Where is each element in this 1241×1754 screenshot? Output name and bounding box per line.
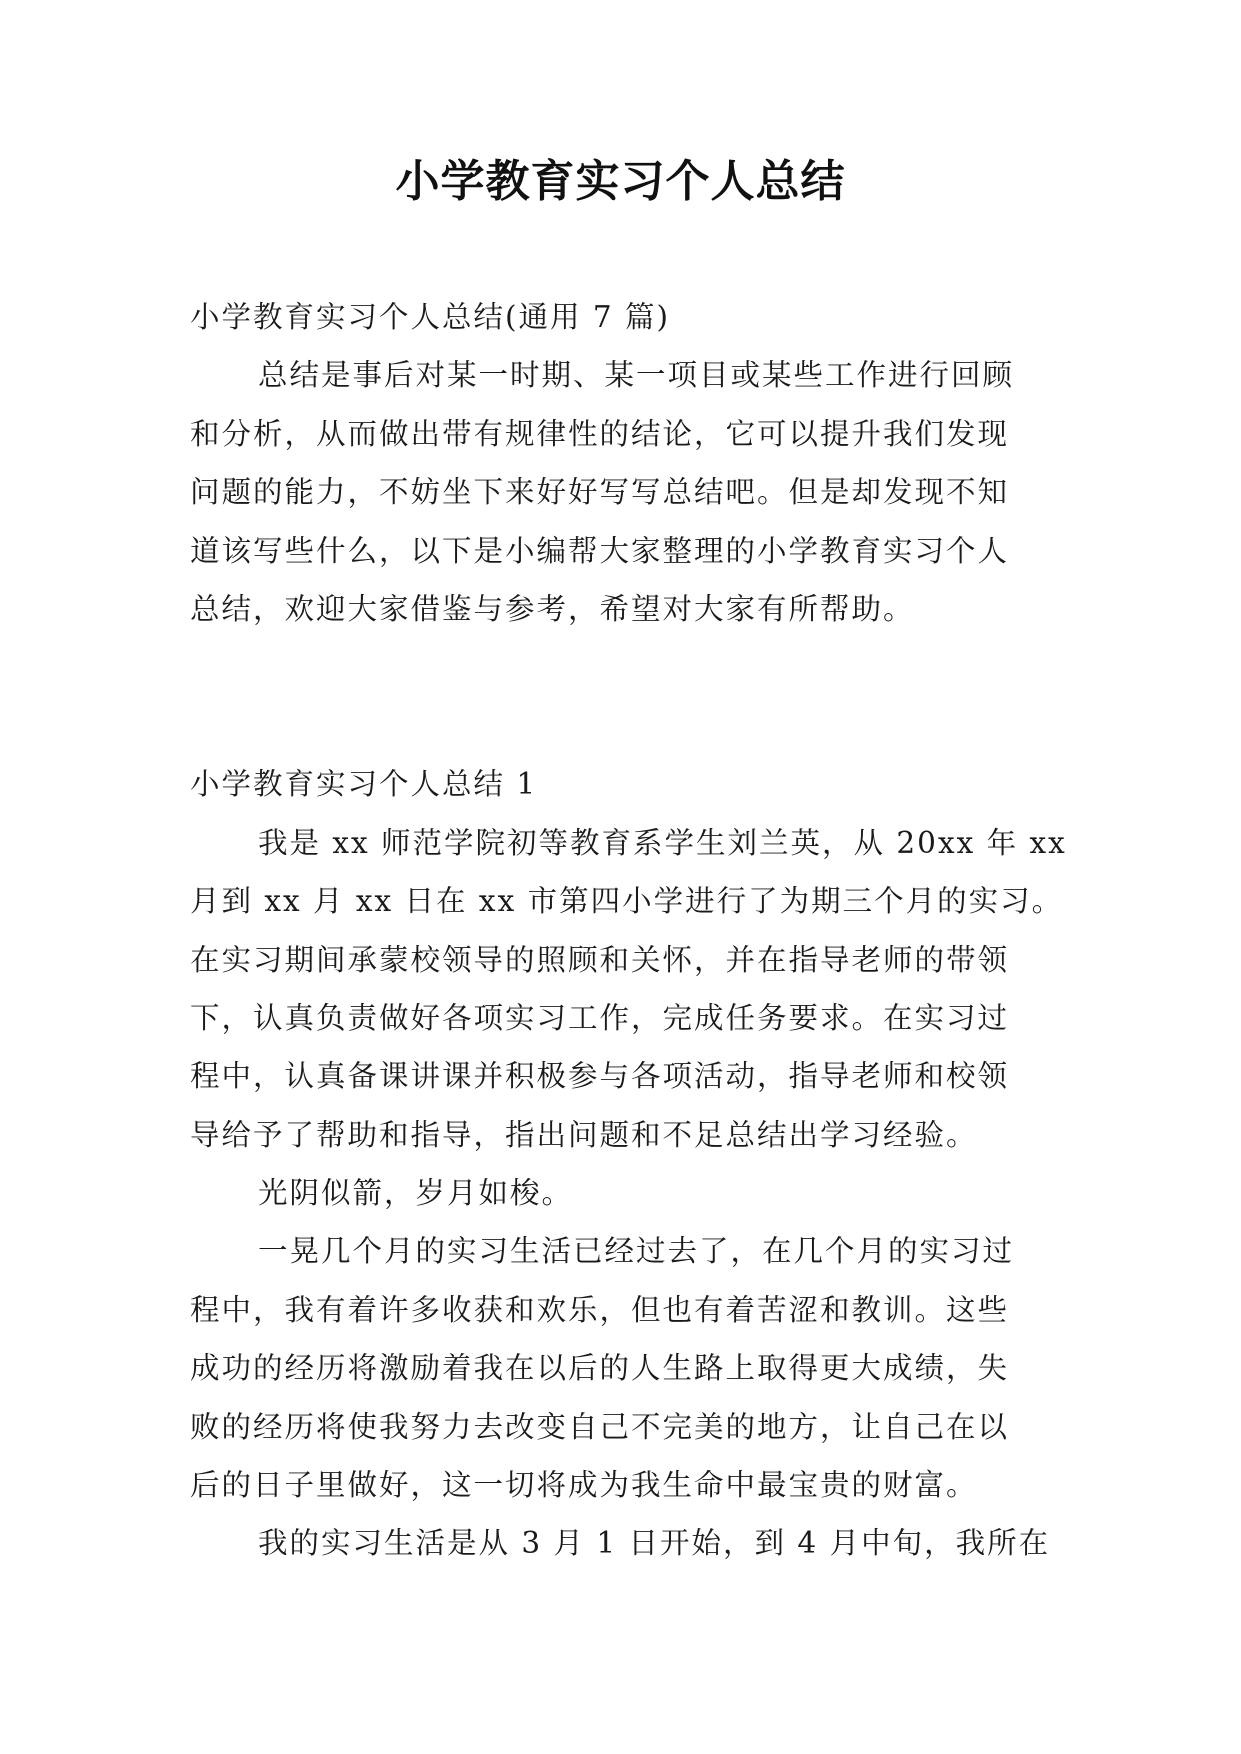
paragraph-2 — [190, 1164, 1060, 1222]
document-subtitle: 小学教育实习个人总结(通用 7 篇) — [190, 300, 671, 334]
paragraph-line: 在实习期间承蒙校领导的照顾和关怀，并在指导老师的带领 — [190, 942, 1010, 977]
paragraph-4 — [190, 1514, 1060, 1572]
paragraph-line: 一晃几个月的实习生活已经过去了，在几个月的实习过 — [258, 1234, 1015, 1269]
paragraph-1 — [190, 814, 1067, 1164]
paragraph-line: 下，认真负责做好各项实习工作，完成任务要求。在实习过 — [190, 1000, 1010, 1035]
paragraph-3 — [190, 1222, 1060, 1514]
intro-line: 总结，欢迎大家借鉴与参考，希望对大家有所帮助。 — [190, 591, 915, 626]
section-heading: 小学教育实习个人总结 1 — [190, 767, 538, 802]
section-spacer — [190, 638, 1060, 755]
intro-line: 道该写些什么，以下是小编帮大家整理的小学教育实习个人 — [190, 533, 1010, 568]
intro-line: 和分析，从而做出带有规律性的结论，它可以提升我们发现 — [190, 416, 1010, 451]
intro-line: 总结是事后对某一时期、某一项目或某些工作进行回顾 — [258, 358, 1015, 393]
paragraph-line: 败的经历将使我努力去改变自己不完美的地方，让自己在以 — [190, 1409, 1010, 1444]
document-body — [190, 288, 1067, 1573]
paragraph-line: 我的实习生活是从 3 月 1 日开始，到 4 月中旬，我所在 — [258, 1526, 1051, 1561]
paragraph-line: 我是 xx 师范学院初等教育系学生刘兰英，从 20xx 年 xx — [258, 825, 1067, 860]
paragraph-line: 后的日子里做好，这一切将成为我生命中最宝贵的财富。 — [190, 1468, 978, 1503]
paragraph-line: 月到 xx 月 xx 日在 xx 市第四小学进行了为期三个月的实习。 — [190, 884, 1064, 919]
document-title: 小学教育实习个人总结 — [395, 156, 846, 207]
paragraph-line: 成功的经历将激励着我在以后的人生路上取得更大成绩，失 — [190, 1351, 1010, 1386]
paragraph-line: 程中，我有着许多收获和欢乐，但也有着苦涩和教训。这些 — [190, 1292, 1010, 1327]
intro-line: 问题的能力，不妨坐下来好好写写总结吧。但是却发现不知 — [190, 475, 1010, 510]
intro-paragraph — [190, 346, 1060, 638]
paragraph-line: 程中，认真备课讲课并积极参与各项活动，指导老师和校领 — [190, 1059, 1010, 1094]
paragraph-line: 导给予了帮助和指导，指出问题和不足总结出学习经验。 — [190, 1117, 978, 1152]
paragraph-line: 光阴似箭，岁月如梭。 — [258, 1176, 574, 1211]
